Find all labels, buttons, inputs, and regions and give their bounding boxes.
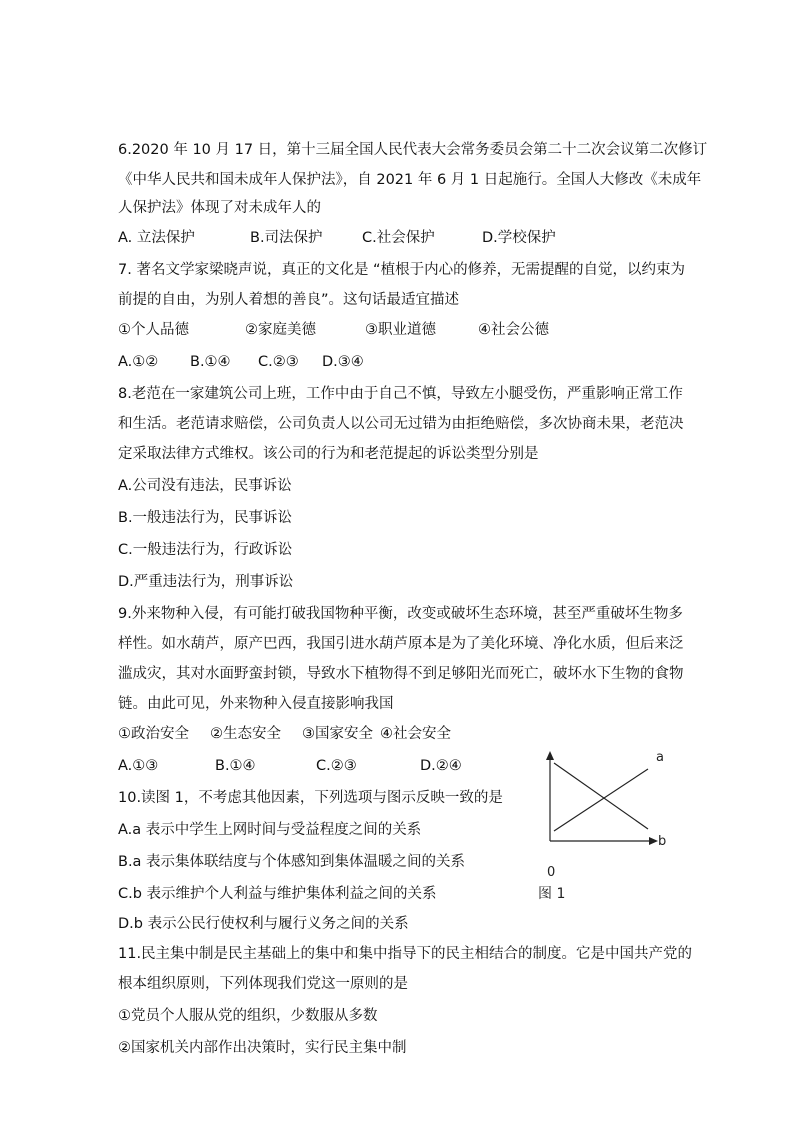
q11-item-2: ②国家机关内部作出决策时，实行民主集中制 — [118, 1040, 407, 1056]
q6-option-c: C.社会保护 — [362, 230, 435, 246]
q7-option-b: B.①④ — [190, 354, 231, 370]
figure-1-caption: 图 1 — [538, 886, 566, 902]
figure-1-label-a: a — [656, 750, 664, 765]
q7-item-1: ①个人品德 — [118, 322, 189, 338]
figure-1-label-b: b — [658, 834, 667, 849]
figure-1 — [530, 745, 690, 930]
q9-option-c: C.②③ — [316, 758, 357, 774]
q6-line-1: 6.2020 年 10 月 17 日，第十三届全国人民代表大会常务委员会第二十二次会议第二次修订 — [118, 142, 708, 158]
q8-line-3: 定采取法律方式维权。该公司的行为和老范提起的诉讼类型分别是 — [118, 446, 539, 462]
q7-item-3: ③职业道德 — [365, 322, 436, 338]
q10-option-c: C.b 表示维护个人利益与维护集体利益之间的关系 — [118, 886, 437, 902]
q9-line-4: 链。由此可见，外来物种入侵直接影响我国 — [118, 696, 394, 712]
q8-option-c: C.一般违法行为，行政诉讼 — [118, 542, 293, 558]
q8-option-b: B.一般违法行为，民事诉讼 — [118, 510, 293, 526]
figure-1-line-b — [554, 763, 648, 829]
q8-option-a: A.公司没有违法，民事诉讼 — [118, 478, 292, 494]
q10-option-a: A.a 表示中学生上网时间与受益程度之间的关系 — [118, 822, 422, 838]
q9-item-1: ①政治安全 — [118, 726, 189, 742]
q6-option-b: B.司法保护 — [250, 230, 323, 246]
q9-item-4: ④社会安全 — [380, 726, 451, 742]
q9-item-2: ②生态安全 — [210, 726, 281, 742]
q9-line-1: 9.外来物种入侵，有可能打破我国物种平衡，改变或破坏生态环境，甚至严重破坏生物多 — [118, 606, 683, 622]
q7-option-c: C.②③ — [258, 354, 299, 370]
q10-option-d: D.b 表示公民行使权利与履行义务之间的关系 — [118, 916, 409, 932]
q11-item-1: ①党员个人服从党的组织，少数服从多数 — [118, 1008, 378, 1024]
q6-line-3: 人保护法》体现了对未成年人的 — [118, 200, 321, 216]
q8-line-2: 和生活。老范请求赔偿，公司负责人以公司无过错为由拒绝赔偿，多次协商未果，老范决 — [118, 416, 684, 432]
q9-line-3: 滥成灾，其对水面野蛮封锁，导致水下植物得不到足够阳光而死亡，破坏水下生物的食物 — [118, 666, 684, 682]
figure-1-line-a — [554, 769, 648, 831]
figure-1-y-arrow — [546, 751, 554, 760]
figure-1-origin: 0 — [547, 865, 556, 880]
q11-line-2: 根本组织原则，下列体现我们党这一原则的是 — [118, 976, 408, 992]
q7-option-a: A.①② — [118, 354, 159, 370]
figure-1-x-arrow — [649, 837, 658, 845]
q8-line-1: 8.老范在一家建筑公司上班，工作中由于自己不慎，导致左小腿受伤，严重影响正常工作 — [118, 386, 683, 402]
q8-option-d: D.严重违法行为，刑事诉讼 — [118, 574, 294, 590]
q9-line-2: 样性。如水葫芦，原产巴西，我国引进水葫芦原本是为了美化环境、净化水质，但后来泛 — [118, 636, 684, 652]
q6-option-d: D.学校保护 — [482, 230, 556, 246]
q9-option-a: A.①③ — [118, 758, 159, 774]
q6-option-a: A. 立法保护 — [118, 230, 195, 246]
q7-item-4: ④社会公德 — [478, 322, 549, 338]
q10-stem: 10.读图 1，不考虑其他因素，下列选项与图示反映一致的是 — [118, 790, 503, 806]
q9-option-b: B.①④ — [215, 758, 256, 774]
q9-item-3: ③国家安全 — [302, 726, 373, 742]
q7-item-2: ②家庭美德 — [245, 322, 316, 338]
q7-option-d: D.③④ — [322, 354, 364, 370]
q7-line-2: 前提的自由，为别人着想的善良”。这句话最适宜描述 — [118, 292, 460, 308]
q9-option-d: D.②④ — [420, 758, 462, 774]
q11-line-1: 11.民主集中制是民主基础上的集中和集中指导下的民主相结合的制度。它是中国共产党的 — [118, 946, 693, 962]
q6-line-2: 《中华人民共和国未成年人保护法》，自 2021 年 6 月 1 日起施行。全国人大修改《未成年 — [118, 172, 702, 188]
q7-line-1: 7. 著名文学家梁晓声说，真正的文化是 “植根于内心的修养，无需提醒的自觉，以约束为 — [118, 262, 686, 278]
q10-option-b: B.a 表示集体联结度与个体感知到集体温暖之间的关系 — [118, 854, 466, 870]
